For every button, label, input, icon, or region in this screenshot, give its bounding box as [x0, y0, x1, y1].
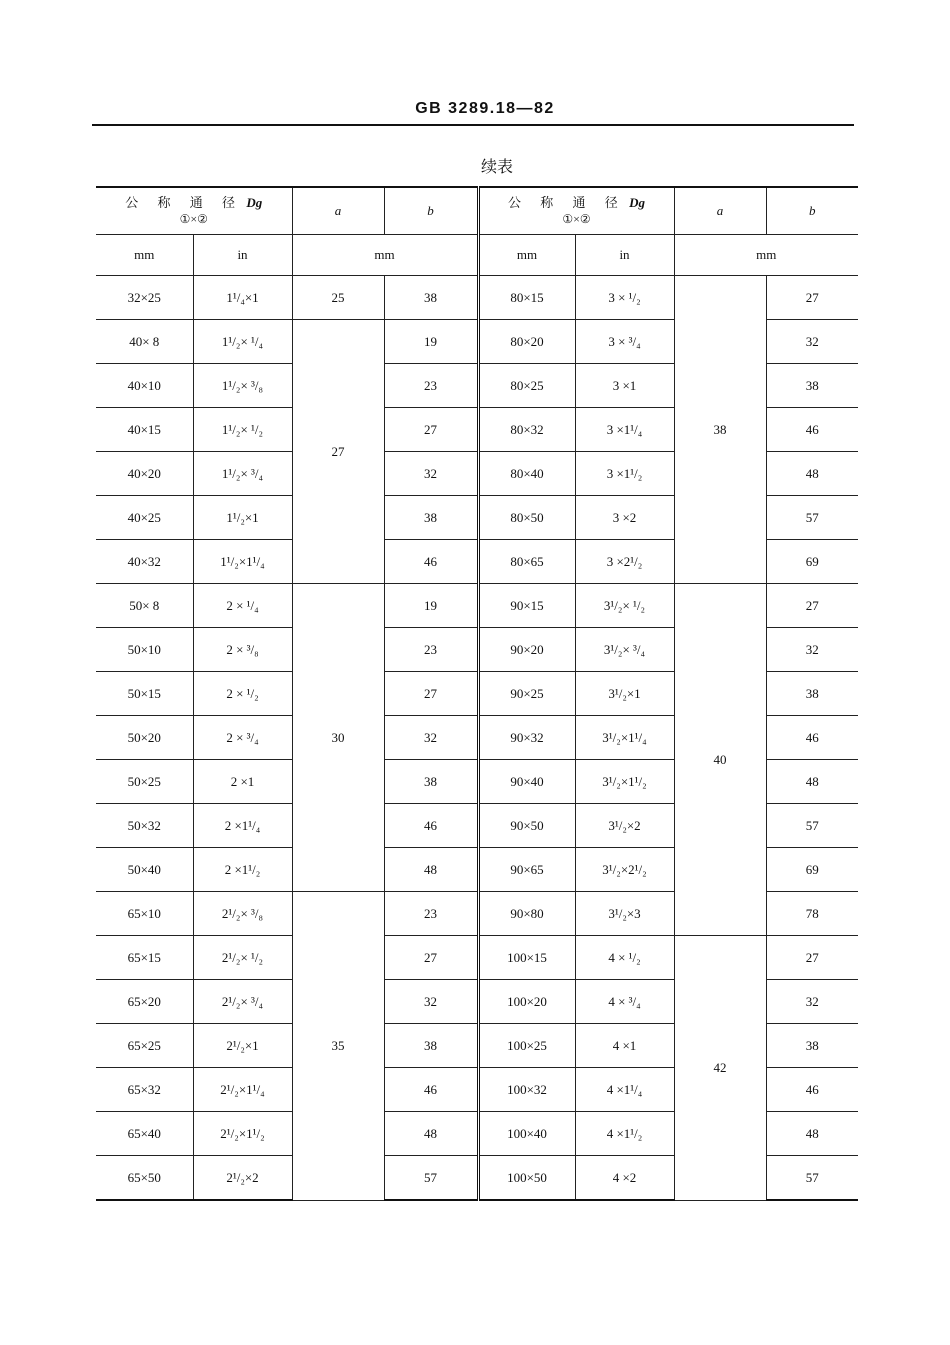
size-in-left: 2 × ¹/₄: [193, 584, 292, 628]
size-mm-right: 90×20: [478, 628, 575, 672]
size-in-left: 2¹/₂×1: [193, 1024, 292, 1068]
b-value-left: 23: [384, 628, 478, 672]
nominal-diameter-header-left: [96, 187, 292, 235]
size-in-right: 3 ×2¹/₂: [575, 540, 674, 584]
size-in-right: 4 ×1: [575, 1024, 674, 1068]
size-in-left: 1¹/₂× ¹/₂: [193, 408, 292, 452]
size-in-left: 2¹/₂× ¹/₂: [193, 936, 292, 980]
unit-in-right: in: [575, 235, 674, 276]
size-mm-left: 50×40: [96, 848, 193, 892]
size-in-right: 4 ×1¹/₂: [575, 1112, 674, 1156]
size-mm-left: 40×25: [96, 496, 193, 540]
a-value-right: 40: [674, 584, 766, 936]
size-in-right: 3¹/₂×1¹/₄: [575, 716, 674, 760]
b-value-left: 38: [384, 496, 478, 540]
size-in-left: 1¹/₂×1: [193, 496, 292, 540]
header-row: [96, 187, 858, 235]
size-mm-left: 32×25: [96, 276, 193, 320]
size-mm-left: 65×40: [96, 1112, 193, 1156]
size-mm-left: 50× 8: [96, 584, 193, 628]
size-mm-right: 100×15: [478, 936, 575, 980]
b-value-right: 69: [766, 540, 858, 584]
units-row: [96, 235, 858, 276]
size-mm-right: 100×32: [478, 1068, 575, 1112]
b-value-left: 32: [384, 452, 478, 496]
size-in-right: 3¹/₂×1¹/₂: [575, 760, 674, 804]
size-in-left: 2 × ¹/₂: [193, 672, 292, 716]
size-in-right: 3 ×1¹/₂: [575, 452, 674, 496]
size-in-left: 1¹/₄×1: [193, 276, 292, 320]
b-value-left: 27: [384, 408, 478, 452]
b-value-right: 46: [766, 1068, 858, 1112]
a-value-right: 42: [674, 936, 766, 1201]
size-mm-right: 90×15: [478, 584, 575, 628]
b-value-left: 38: [384, 760, 478, 804]
b-value-left: 48: [384, 1112, 478, 1156]
a-value-left: 25: [292, 276, 384, 320]
size-in-left: 1¹/₂× ¹/₄: [193, 320, 292, 364]
unit-ab-left: mm: [292, 235, 478, 276]
b-value-left: 46: [384, 540, 478, 584]
b-value-right: 32: [766, 628, 858, 672]
b-value-right: 27: [766, 936, 858, 980]
dg-label: Dg: [246, 195, 263, 210]
size-mm-right: 80×15: [478, 276, 575, 320]
size-mm-left: 65×20: [96, 980, 193, 1024]
page-header: GB 3289.18—82: [415, 100, 555, 117]
b-value-left: 27: [384, 936, 478, 980]
b-value-right: 46: [766, 408, 858, 452]
nominal-sub-label: ①×②: [562, 212, 591, 226]
size-mm-left: 65×25: [96, 1024, 193, 1068]
size-mm-right: 80×25: [478, 364, 575, 408]
size-mm-right: 90×40: [478, 760, 575, 804]
size-in-left: 2¹/₂×1¹/₄: [193, 1068, 292, 1112]
size-mm-right: 90×25: [478, 672, 575, 716]
table-body: [96, 276, 858, 1201]
table-caption: 续表: [480, 159, 513, 176]
size-mm-right: 80×20: [478, 320, 575, 364]
b-value-left: 23: [384, 892, 478, 936]
size-in-left: 2¹/₂× ³/₄: [193, 980, 292, 1024]
col-b-header-right: b: [766, 187, 858, 235]
col-a-header-left: a: [292, 187, 384, 235]
nominal-label: 公 称 通 径: [508, 195, 626, 210]
size-in-left: 2 ×1¹/₄: [193, 804, 292, 848]
size-in-left: 2¹/₂×2: [193, 1156, 292, 1201]
b-value-right: 38: [766, 364, 858, 408]
unit-in-left: in: [193, 235, 292, 276]
b-value-right: 48: [766, 760, 858, 804]
size-mm-left: 65×15: [96, 936, 193, 980]
size-in-right: 3 × ¹/₂: [575, 276, 674, 320]
size-mm-left: 40×20: [96, 452, 193, 496]
size-in-right: 4 × ³/₄: [575, 980, 674, 1024]
nominal-diameter-header-right: [478, 187, 674, 235]
b-value-left: 23: [384, 364, 478, 408]
size-in-right: 3 ×1¹/₄: [575, 408, 674, 452]
size-in-left: 1¹/₂× ³/₈: [193, 364, 292, 408]
size-in-right: 3¹/₂×2: [575, 804, 674, 848]
b-value-left: 19: [384, 320, 478, 364]
b-value-right: 38: [766, 672, 858, 716]
b-value-left: 46: [384, 804, 478, 848]
b-value-left: 32: [384, 980, 478, 1024]
b-value-right: 69: [766, 848, 858, 892]
b-value-left: 38: [384, 1024, 478, 1068]
b-value-right: 27: [766, 276, 858, 320]
size-in-right: 4 × ¹/₂: [575, 936, 674, 980]
size-mm-right: 80×50: [478, 496, 575, 540]
table-row: [96, 276, 858, 320]
unit-ab-right: mm: [674, 235, 858, 276]
table-row: [96, 936, 858, 980]
b-value-right: 32: [766, 980, 858, 1024]
b-value-right: 48: [766, 452, 858, 496]
size-in-left: 2 × ³/₄: [193, 716, 292, 760]
size-mm-left: 50×20: [96, 716, 193, 760]
a-value-left: 35: [292, 892, 384, 1201]
b-value-left: 48: [384, 848, 478, 892]
size-mm-left: 65×32: [96, 1068, 193, 1112]
b-value-right: 78: [766, 892, 858, 936]
size-mm-left: 40× 8: [96, 320, 193, 364]
size-in-right: 3¹/₂×1: [575, 672, 674, 716]
b-value-left: 32: [384, 716, 478, 760]
size-in-left: 2¹/₂×1¹/₂: [193, 1112, 292, 1156]
b-value-right: 48: [766, 1112, 858, 1156]
col-b-header-left: b: [384, 187, 478, 235]
size-mm-right: 80×32: [478, 408, 575, 452]
size-mm-left: 65×50: [96, 1156, 193, 1201]
b-value-left: 57: [384, 1156, 478, 1201]
unit-mm-left: mm: [96, 235, 193, 276]
size-mm-left: 65×10: [96, 892, 193, 936]
b-value-right: 32: [766, 320, 858, 364]
b-value-left: 38: [384, 276, 478, 320]
col-a-header-right: a: [674, 187, 766, 235]
size-mm-left: 40×32: [96, 540, 193, 584]
size-in-left: 1¹/₂× ³/₄: [193, 452, 292, 496]
nominal-sub-label: ①×②: [179, 212, 208, 226]
size-in-left: 1¹/₂×1¹/₄: [193, 540, 292, 584]
b-value-right: 27: [766, 584, 858, 628]
size-in-right: 3 ×2: [575, 496, 674, 540]
size-mm-right: 90×50: [478, 804, 575, 848]
a-value-left: 27: [292, 320, 384, 584]
size-mm-left: 40×15: [96, 408, 193, 452]
size-in-right: 3 × ³/₄: [575, 320, 674, 364]
size-in-left: 2 × ³/₈: [193, 628, 292, 672]
size-mm-right: 90×65: [478, 848, 575, 892]
size-mm-left: 50×32: [96, 804, 193, 848]
size-in-right: 3¹/₂× ¹/₂: [575, 584, 674, 628]
b-value-right: 57: [766, 1156, 858, 1201]
b-value-left: 46: [384, 1068, 478, 1112]
size-mm-right: 100×40: [478, 1112, 575, 1156]
a-value-left: 30: [292, 584, 384, 892]
b-value-right: 46: [766, 716, 858, 760]
size-in-left: 2¹/₂× ³/₈: [193, 892, 292, 936]
size-mm-left: 50×15: [96, 672, 193, 716]
b-value-right: 57: [766, 804, 858, 848]
a-value-right: 38: [674, 276, 766, 584]
size-mm-left: 50×10: [96, 628, 193, 672]
b-value-left: 27: [384, 672, 478, 716]
size-mm-right: 80×65: [478, 540, 575, 584]
b-value-left: 19: [384, 584, 478, 628]
size-in-right: 3¹/₂× ³/₄: [575, 628, 674, 672]
nominal-label: 公 称 通 径: [125, 195, 244, 210]
b-value-right: 38: [766, 1024, 858, 1068]
size-in-right: 4 ×2: [575, 1156, 674, 1201]
size-in-left: 2 ×1: [193, 760, 292, 804]
size-in-right: 3¹/₂×3: [575, 892, 674, 936]
table-row: [96, 584, 858, 628]
size-in-right: 4 ×1¹/₄: [575, 1068, 674, 1112]
unit-mm-right: mm: [478, 235, 575, 276]
size-mm-right: 80×40: [478, 452, 575, 496]
size-mm-right: 100×25: [478, 1024, 575, 1068]
size-mm-left: 40×10: [96, 364, 193, 408]
size-mm-right: 100×50: [478, 1156, 575, 1201]
size-mm-right: 90×80: [478, 892, 575, 936]
dg-label: Dg: [629, 195, 645, 210]
size-mm-right: 90×32: [478, 716, 575, 760]
header-rule: [92, 124, 854, 126]
size-mm-left: 50×25: [96, 760, 193, 804]
size-in-right: 3 ×1: [575, 364, 674, 408]
size-mm-right: 100×20: [478, 980, 575, 1024]
size-in-right: 3¹/₂×2¹/₂: [575, 848, 674, 892]
reducer-dimension-table: [96, 186, 858, 1201]
b-value-right: 57: [766, 496, 858, 540]
size-in-left: 2 ×1¹/₂: [193, 848, 292, 892]
